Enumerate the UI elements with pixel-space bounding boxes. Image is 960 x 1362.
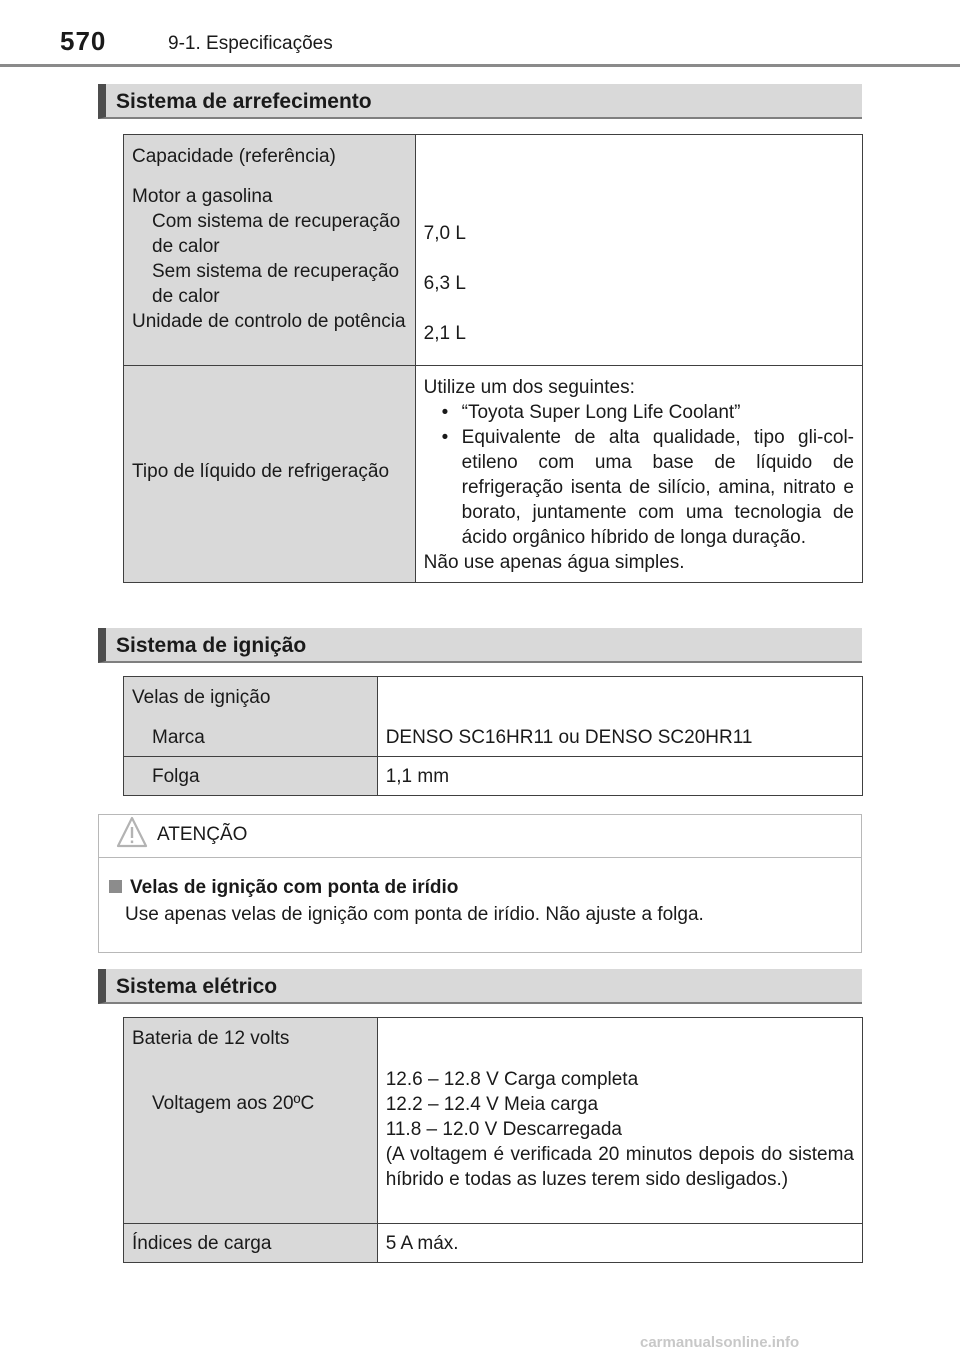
voltage-line: 12.2 – 12.4 V Meia carga bbox=[385, 1094, 599, 1115]
voltage-line: 11.8 – 12.0 V Descarregada bbox=[385, 1119, 622, 1140]
warning-subtitle-row bbox=[109, 877, 458, 899]
electrical-table bbox=[123, 1017, 863, 1263]
without-heat-recovery-label: Sem sistema de recuperação de calor bbox=[152, 261, 400, 307]
charge-value: 5 A máx. bbox=[385, 1232, 459, 1254]
capacity-value: 7,0 L bbox=[423, 223, 466, 244]
square-bullet-icon bbox=[109, 880, 122, 893]
charge-value-cell bbox=[377, 1224, 862, 1263]
voltage-label: Voltagem aos 20ºC bbox=[152, 1093, 315, 1114]
capacity-label-cell bbox=[124, 135, 416, 366]
coolant-note: Não use apenas água simples. bbox=[423, 552, 685, 573]
warning-text: Use apenas velas de ignição com ponta de irídio. Não ajuste a folga. bbox=[125, 904, 704, 925]
plugs-label: Velas de ignição bbox=[132, 687, 271, 708]
coolant-label-cell bbox=[124, 366, 416, 583]
with-heat-recovery-label: Com sistema de recuperação de calor bbox=[152, 211, 401, 257]
brand-value-cell bbox=[377, 677, 862, 757]
cooling-table bbox=[123, 134, 863, 583]
list-item: • Equivalente de alta qualidade, tipo gli-col-etileno com uma base de líquido de refrigeração isenta de silício, amina, nitrato e borato, juntamente com uma tecnologia de ácido orgânico híbrido de longa duração. bbox=[424, 425, 854, 550]
section-title: Sistema de arrefecimento bbox=[116, 90, 372, 113]
gap-value: 1,1 mm bbox=[385, 765, 450, 787]
coolant-label: Tipo de líquido de refrigeração bbox=[132, 460, 390, 482]
section-header-cooling bbox=[98, 84, 862, 119]
header-rule bbox=[0, 64, 960, 67]
capacity-label: Capacidade (referência) bbox=[132, 146, 336, 167]
table-row bbox=[124, 135, 863, 366]
chapter-title: 9-1. Especificações bbox=[168, 33, 333, 54]
gap-value-cell bbox=[377, 757, 862, 796]
voltage-note: (A voltagem é verificada 20 minutos depois do sistema híbrido e todas as luzes terem sido desligados.) bbox=[385, 1144, 854, 1190]
capacity-value: 2,1 L bbox=[423, 323, 466, 344]
brand-value: DENSO SC16HR11 ou DENSO SC20HR11 bbox=[385, 727, 753, 748]
page-number: 570 bbox=[60, 26, 107, 56]
section-title: Sistema de ignição bbox=[116, 634, 307, 657]
charge-label-cell bbox=[124, 1224, 378, 1263]
section-title: Sistema elétrico bbox=[116, 975, 278, 998]
voltage-line: 12.6 – 12.8 V Carga completa bbox=[385, 1069, 639, 1090]
plugs-label-cell bbox=[124, 677, 378, 757]
ignition-table bbox=[123, 676, 863, 796]
watermark: carmanualsonline.info bbox=[640, 1334, 800, 1351]
capacity-value-cell bbox=[415, 135, 862, 366]
charge-label: Índices de carga bbox=[132, 1232, 272, 1254]
table-row bbox=[124, 1224, 863, 1263]
battery-label-cell bbox=[124, 1018, 378, 1224]
engine-label: Motor a gasolina bbox=[132, 186, 273, 207]
section-header-electrical bbox=[98, 969, 862, 1004]
table-row bbox=[124, 366, 863, 583]
warning-title: ATENÇÃO bbox=[157, 824, 248, 845]
coolant-intro: Utilize um dos seguintes: bbox=[423, 377, 635, 398]
warning-subtitle: Velas de ignição com ponta de irídio bbox=[130, 877, 459, 898]
table-row bbox=[124, 677, 863, 757]
voltage-value-cell bbox=[377, 1018, 862, 1224]
warning-triangle-icon bbox=[116, 815, 148, 849]
coolant-value-cell bbox=[415, 366, 862, 583]
section-header-ignition bbox=[98, 628, 862, 663]
gap-label: Folga bbox=[152, 765, 200, 787]
capacity-value: 6,3 L bbox=[423, 273, 466, 294]
list-item: • “Toyota Super Long Life Coolant” bbox=[424, 400, 854, 425]
table-row bbox=[124, 757, 863, 796]
warning-header bbox=[99, 815, 861, 858]
coolant-bullet-list bbox=[424, 400, 854, 550]
warning-box bbox=[98, 814, 862, 953]
brand-label: Marca bbox=[152, 727, 205, 748]
battery-label: Bateria de 12 volts bbox=[132, 1028, 290, 1049]
gap-label-cell bbox=[124, 757, 378, 796]
pcu-label: Unidade de controlo de potência bbox=[132, 311, 406, 332]
table-row bbox=[124, 1018, 863, 1224]
